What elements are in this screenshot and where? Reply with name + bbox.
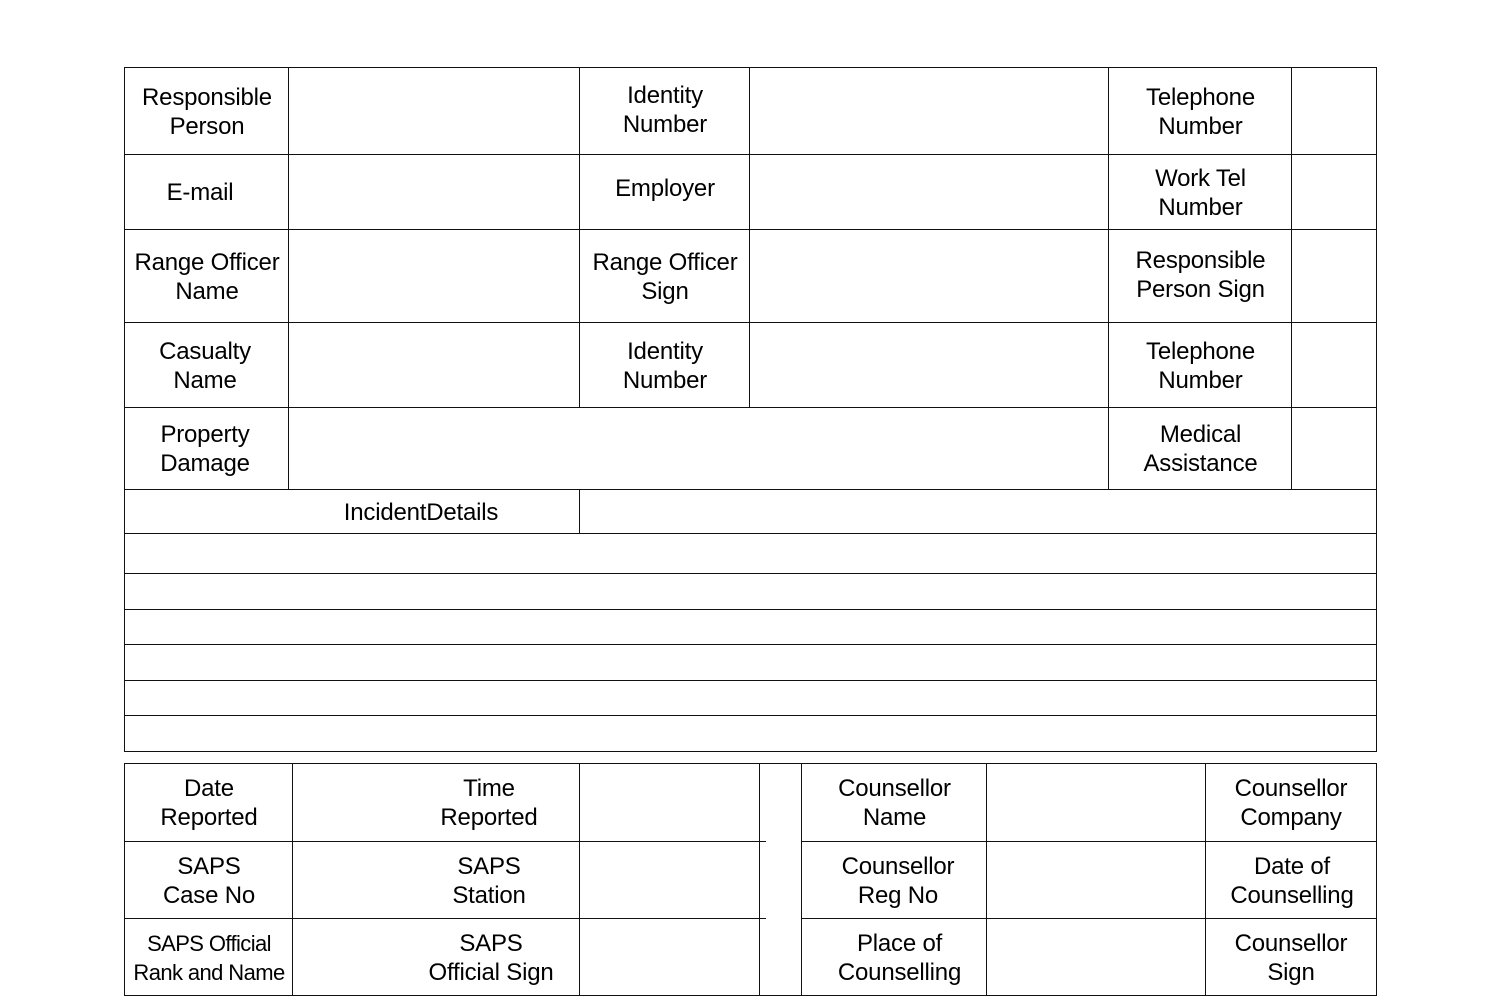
telephone-number-field[interactable]: [1293, 324, 1375, 407]
saps-station-label: SAPS Station: [452, 852, 526, 909]
identity-number-field[interactable]: [751, 69, 1107, 154]
casualty-name-field[interactable]: [290, 324, 578, 407]
divider: [124, 322, 1377, 323]
counsellor-name-label: Counsellor Name: [838, 775, 951, 831]
divider: [124, 680, 1377, 681]
divider: [124, 644, 1377, 645]
identity-number-label: Identity Number: [622, 337, 708, 394]
responsible-person-sign-field[interactable]: [1293, 231, 1375, 322]
divider: [124, 407, 1377, 408]
range-officer-sign-field[interactable]: [751, 231, 1107, 322]
divider: [124, 715, 1377, 716]
range-officer-name-label: Range Officer Name: [134, 248, 280, 305]
time-reported-field[interactable]: [581, 765, 758, 841]
employer-label: Employer: [615, 175, 715, 202]
time-reported-label: Time Reported: [440, 775, 538, 831]
counsellor-reg-no-label: Counsellor Reg No: [841, 852, 955, 909]
incident-details-label: IncidentDetails: [343, 498, 499, 526]
range-officer-sign-label: Range Officer Sign: [592, 248, 738, 305]
incident-details-line-1[interactable]: [126, 535, 1375, 573]
divider: [124, 841, 766, 842]
place-of-counselling-field[interactable]: [988, 920, 1204, 994]
counsellor-sign-label: Counsellor Sign: [1234, 930, 1348, 986]
property-damage-field[interactable]: [290, 409, 1107, 489]
responsible-person-label: Responsible Person: [142, 83, 272, 140]
divider: [1291, 67, 1292, 489]
divider: [801, 918, 1377, 919]
telephone-number-label: Telephone Number: [1146, 83, 1255, 140]
incident-details-line-6[interactable]: [126, 717, 1375, 751]
divider: [124, 533, 1377, 534]
medical-assistance-field[interactable]: [1293, 409, 1375, 489]
property-damage-label: Property Damage: [160, 421, 250, 477]
counsellor-name-field[interactable]: [988, 765, 1204, 841]
incident-details-line-2[interactable]: [126, 575, 1375, 609]
divider: [124, 573, 1377, 574]
divider: [759, 763, 760, 996]
incident-details-line-4[interactable]: [126, 646, 1375, 680]
medical-assistance-label: Medical Assistance: [1143, 421, 1258, 477]
saps-station-field[interactable]: [581, 843, 758, 918]
identity-number-label: Identity Number: [622, 81, 708, 138]
incident-details-line-3[interactable]: [126, 611, 1375, 644]
divider: [124, 489, 1377, 490]
divider: [749, 67, 750, 407]
identity-number-field[interactable]: [751, 324, 1107, 407]
incident-details-header-field[interactable]: [581, 491, 1375, 533]
date-of-counselling-label: Date of Counselling: [1230, 852, 1354, 909]
divider: [801, 763, 802, 996]
email-field[interactable]: [290, 156, 578, 229]
email-label: E-mail: [166, 179, 234, 206]
range-officer-name-field[interactable]: [290, 231, 578, 322]
divider: [579, 489, 580, 533]
saps-case-no-label: SAPS Case No: [163, 852, 255, 909]
divider: [292, 763, 293, 996]
place-of-counselling-label: Place of Counselling: [837, 930, 962, 986]
employer-field[interactable]: [751, 156, 1107, 229]
responsible-person-sign-label: Responsible Person Sign: [1135, 246, 1266, 303]
saps-official-sign-field[interactable]: [581, 920, 758, 994]
divider: [288, 67, 289, 489]
saps-official-sign-label: SAPS Official Sign: [428, 930, 554, 986]
divider: [124, 609, 1377, 610]
divider: [579, 67, 580, 407]
telephone-number-label: Telephone Number: [1146, 337, 1255, 394]
date-reported-label: Date Reported: [160, 775, 258, 831]
saps-official-rank-and-name-label: SAPS Official Rank and Name: [133, 931, 285, 985]
counsellor-reg-no-field[interactable]: [988, 843, 1204, 918]
divider: [801, 841, 1377, 842]
counsellor-company-label: Counsellor Company: [1234, 775, 1348, 831]
divider: [1108, 67, 1109, 489]
work-tel-number-label: Work Tel Number: [1155, 164, 1246, 221]
work-tel-number-field[interactable]: [1293, 156, 1375, 229]
telephone-number-field[interactable]: [1293, 69, 1375, 154]
divider: [124, 918, 766, 919]
divider: [1205, 763, 1206, 996]
responsible-person-field[interactable]: [290, 69, 578, 154]
divider: [124, 154, 1377, 155]
casualty-name-label: Casualty Name: [159, 337, 251, 394]
incident-details-line-5[interactable]: [126, 682, 1375, 715]
